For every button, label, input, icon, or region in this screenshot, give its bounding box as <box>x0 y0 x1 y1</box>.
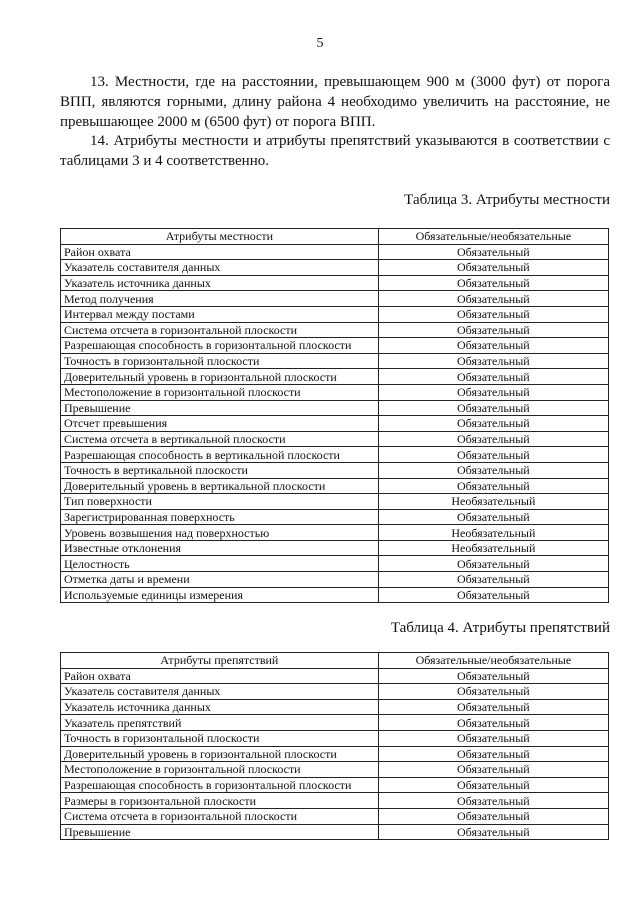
paragraph-13: 13. Местности, где на расстоянии, превышающем 900 м (3000 фут) от порога ВПП, являются горными, длину района 4 необходимо увеличить на расстояние, не превышающее 2000 м (6500 фут) от порога ВПП. <box>60 74 610 130</box>
attribute-name-cell: Тип поверхности <box>61 494 379 510</box>
requirement-cell: Обязательный <box>378 369 608 385</box>
requirement-cell: Обязательный <box>378 447 608 463</box>
table-row <box>61 509 609 525</box>
table-row <box>61 462 609 478</box>
table-row <box>61 730 609 746</box>
table3-caption: Таблица 3. Атрибуты местности <box>404 192 610 208</box>
requirement-cell: Обязательный <box>378 509 608 525</box>
attribute-name-cell: Указатель источника данных <box>61 699 379 715</box>
table-row <box>61 275 609 291</box>
requirement-cell: Необязательный <box>378 540 608 556</box>
table-row <box>61 746 609 762</box>
attribute-name-cell: Известные отклонения <box>61 540 379 556</box>
requirement-cell: Обязательный <box>378 684 608 700</box>
table-row <box>61 540 609 556</box>
requirement-cell: Обязательный <box>378 260 608 276</box>
table-row <box>61 668 609 684</box>
paragraph-14: 14. Атрибуты местности и атрибуты препятствий указываются в соответствии с таблицами 3 и 4 соответственно. <box>60 133 610 169</box>
table-row <box>61 260 609 276</box>
requirement-cell: Обязательный <box>378 384 608 400</box>
attribute-name-cell: Указатель составителя данных <box>61 684 379 700</box>
requirement-cell: Необязательный <box>378 525 608 541</box>
attribute-name-cell: Доверительный уровень в горизонтальной плоскости <box>61 746 379 762</box>
attribute-name-cell: Местоположение в горизонтальной плоскости <box>61 384 379 400</box>
table-row <box>61 824 609 840</box>
attribute-name-cell: Доверительный уровень в вертикальной плоскости <box>61 478 379 494</box>
attribute-name-cell: Разрешающая способность в вертикальной плоскости <box>61 447 379 463</box>
table-row <box>61 715 609 731</box>
requirement-cell: Обязательный <box>378 556 608 572</box>
attribute-name-cell: Превышение <box>61 824 379 840</box>
table-row <box>61 306 609 322</box>
table-row <box>61 684 609 700</box>
requirement-cell: Обязательный <box>378 462 608 478</box>
requirement-cell: Обязательный <box>378 416 608 432</box>
attribute-name-cell: Метод получения <box>61 291 379 307</box>
attribute-name-cell: Точность в горизонтальной плоскости <box>61 353 379 369</box>
attribute-name-cell: Указатель составителя данных <box>61 260 379 276</box>
attribute-name-cell: Отметка даты и времени <box>61 572 379 588</box>
requirement-cell: Обязательный <box>378 762 608 778</box>
header-requirement: Обязательные/необязательные <box>378 229 608 245</box>
requirement-cell: Обязательный <box>378 322 608 338</box>
table-row <box>61 384 609 400</box>
table-row <box>61 447 609 463</box>
requirement-cell: Обязательный <box>378 306 608 322</box>
header-attribute: Атрибуты препятствий <box>61 653 379 669</box>
requirement-cell: Обязательный <box>378 291 608 307</box>
requirement-cell: Обязательный <box>378 824 608 840</box>
table-row <box>61 478 609 494</box>
attribute-name-cell: Система отсчета в горизонтальной плоскости <box>61 322 379 338</box>
table-row <box>61 699 609 715</box>
requirement-cell: Обязательный <box>378 793 608 809</box>
table-row <box>61 525 609 541</box>
header-attribute: Атрибуты местности <box>61 229 379 245</box>
table-row <box>61 572 609 588</box>
attribute-name-cell: Превышение <box>61 400 379 416</box>
table-header-row <box>61 229 609 245</box>
attribute-name-cell: Район охвата <box>61 668 379 684</box>
page-number: 5 <box>316 36 324 51</box>
requirement-cell: Обязательный <box>378 746 608 762</box>
table-row <box>61 291 609 307</box>
attribute-name-cell: Доверительный уровень в горизонтальной плоскости <box>61 369 379 385</box>
table-row <box>61 416 609 432</box>
attribute-name-cell: Размеры в горизонтальной плоскости <box>61 793 379 809</box>
table-row <box>61 338 609 354</box>
table4-obstacle-attributes <box>60 652 609 840</box>
table-row <box>61 762 609 778</box>
table-header-row <box>61 653 609 669</box>
attribute-name-cell: Указатель препятствий <box>61 715 379 731</box>
table-row <box>61 494 609 510</box>
table-row <box>61 400 609 416</box>
attribute-name-cell: Уровень возвышения над поверхностью <box>61 525 379 541</box>
requirement-cell: Обязательный <box>378 587 608 603</box>
table-row <box>61 587 609 603</box>
attribute-name-cell: Интервал между постами <box>61 306 379 322</box>
attribute-name-cell: Разрешающая способность в горизонтальной плоскости <box>61 338 379 354</box>
requirement-cell: Обязательный <box>378 730 608 746</box>
requirement-cell: Обязательный <box>378 777 608 793</box>
requirement-cell: Обязательный <box>378 431 608 447</box>
requirement-cell: Обязательный <box>378 244 608 260</box>
attribute-name-cell: Используемые единицы измерения <box>61 587 379 603</box>
attribute-name-cell: Система отсчета в вертикальной плоскости <box>61 431 379 447</box>
table-row <box>61 431 609 447</box>
table-row <box>61 777 609 793</box>
attribute-name-cell: Местоположение в горизонтальной плоскости <box>61 762 379 778</box>
attribute-name-cell: Отсчет превышения <box>61 416 379 432</box>
requirement-cell: Обязательный <box>378 478 608 494</box>
requirement-cell: Необязательный <box>378 494 608 510</box>
table-row <box>61 808 609 824</box>
requirement-cell: Обязательный <box>378 353 608 369</box>
table-row <box>61 353 609 369</box>
table-row <box>61 369 609 385</box>
attribute-name-cell: Зарегистрированная поверхность <box>61 509 379 525</box>
attribute-name-cell: Разрешающая способность в горизонтальной плоскости <box>61 777 379 793</box>
table3-terrain-attributes <box>60 228 609 603</box>
table-row <box>61 244 609 260</box>
requirement-cell: Обязательный <box>378 572 608 588</box>
requirement-cell: Обязательный <box>378 275 608 291</box>
requirement-cell: Обязательный <box>378 808 608 824</box>
table-row <box>61 322 609 338</box>
attribute-name-cell: Точность в горизонтальной плоскости <box>61 730 379 746</box>
attribute-name-cell: Точность в вертикальной плоскости <box>61 462 379 478</box>
requirement-cell: Обязательный <box>378 400 608 416</box>
table-row <box>61 793 609 809</box>
attribute-name-cell: Целостность <box>61 556 379 572</box>
attribute-name-cell: Система отсчета в горизонтальной плоскости <box>61 808 379 824</box>
attribute-name-cell: Район охвата <box>61 244 379 260</box>
attribute-name-cell: Указатель источника данных <box>61 275 379 291</box>
table-row <box>61 556 609 572</box>
header-requirement: Обязательные/необязательные <box>378 653 608 669</box>
requirement-cell: Обязательный <box>378 699 608 715</box>
requirement-cell: Обязательный <box>378 715 608 731</box>
requirement-cell: Обязательный <box>378 668 608 684</box>
requirement-cell: Обязательный <box>378 338 608 354</box>
table4-caption: Таблица 4. Атрибуты препятствий <box>390 620 610 636</box>
